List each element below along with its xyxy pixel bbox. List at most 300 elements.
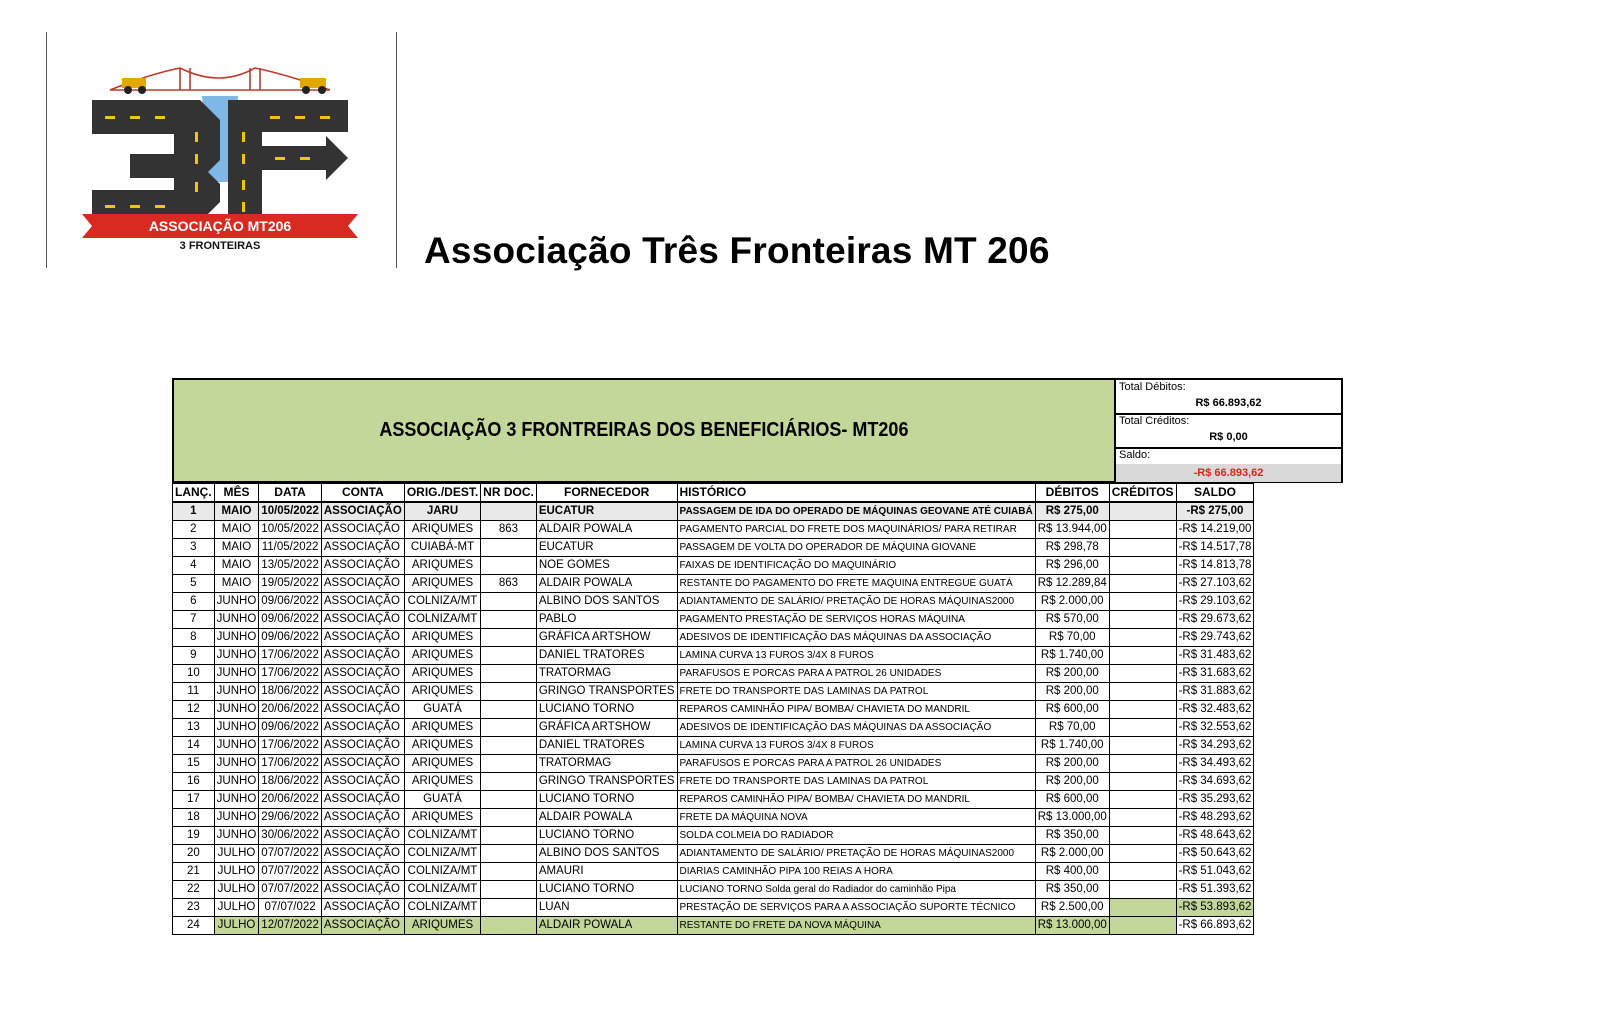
- ledger-table: [172, 483, 1254, 935]
- column-header-data: DATA: [259, 484, 322, 503]
- cell-conta: ASSOCIAÇÃO: [321, 899, 404, 917]
- cell-historico: PASSAGEM DE VOLTA DO OPERADOR DE MÁQUINA GIOVANE: [677, 539, 1035, 557]
- cell-mes: JULHO: [214, 917, 259, 935]
- table-row: [173, 683, 1254, 701]
- total-debits-label: Total Débitos:: [1119, 381, 1186, 393]
- cell-mes: JUNHO: [214, 755, 259, 773]
- page-title: Associação Três Fronteiras MT 206: [424, 230, 1050, 271]
- cell-data: 20/06/2022: [259, 701, 322, 719]
- cell-nr-doc: [481, 719, 537, 737]
- cell-creditos: [1109, 575, 1176, 593]
- cell-historico: ADIANTAMENTO DE SALÁRIO/ PRETAÇÃO DE HORAS MÁQUINAS2000: [677, 593, 1035, 611]
- cell-fornecedor: ALBINO DOS SANTOS: [536, 845, 677, 863]
- cell-mes: JUNHO: [214, 737, 259, 755]
- table-row: [173, 719, 1254, 737]
- total-credits-value: R$ 0,00: [1209, 431, 1248, 443]
- cell-mes: JUNHO: [214, 611, 259, 629]
- cell-lanc: 7: [173, 611, 215, 629]
- table-row: [173, 917, 1254, 935]
- cell-lanc: 23: [173, 899, 215, 917]
- cell-nr-doc: [481, 899, 537, 917]
- cell-conta: ASSOCIAÇÃO: [321, 611, 404, 629]
- cell-saldo: -R$ 53.893,62: [1176, 899, 1254, 917]
- cell-historico: ADESIVOS DE IDENTIFICAÇÃO DAS MÁQUINAS DA ASSOCIAÇÃO: [677, 719, 1035, 737]
- cell-data: 09/06/2022: [259, 611, 322, 629]
- cell-creditos: [1109, 611, 1176, 629]
- table-row: [173, 629, 1254, 647]
- logo-ribbon-text: ASSOCIAÇÃO MT206: [148, 218, 292, 234]
- cell-creditos: [1109, 827, 1176, 845]
- column-header-orig-dest: ORIG./DEST.: [404, 484, 480, 503]
- cell-creditos: [1109, 791, 1176, 809]
- cell-lanc: 20: [173, 845, 215, 863]
- cell-mes: JUNHO: [214, 701, 259, 719]
- cell-saldo: -R$ 34.293,62: [1176, 737, 1254, 755]
- tractor-icon: [122, 78, 146, 94]
- cell-debitos: R$ 2.000,00: [1035, 593, 1109, 611]
- cell-debitos: R$ 12.289,84: [1035, 575, 1109, 593]
- cell-historico: PRESTAÇÃO DE SERVIÇOS PARA A ASSOCIAÇÃO SUPORTE TÉCNICO: [677, 899, 1035, 917]
- cell-conta: ASSOCIAÇÃO: [321, 557, 404, 575]
- cell-fornecedor: EUCATUR: [536, 502, 677, 521]
- cell-mes: JUNHO: [214, 647, 259, 665]
- cell-creditos: [1109, 845, 1176, 863]
- cell-orig-dest: ARIQUMES: [404, 665, 480, 683]
- cell-conta: ASSOCIAÇÃO: [321, 791, 404, 809]
- cell-fornecedor: LUCIANO TORNO: [536, 701, 677, 719]
- column-header-fornecedor: FORNECEDOR: [536, 484, 677, 503]
- cell-orig-dest: ARIQUMES: [404, 521, 480, 539]
- cell-lanc: 21: [173, 863, 215, 881]
- table-row: [173, 521, 1254, 539]
- cell-historico: RESTANTE DO FRETE DA NOVA MÁQUINA: [677, 917, 1035, 935]
- table-row: [173, 809, 1254, 827]
- cell-nr-doc: [481, 593, 537, 611]
- cell-creditos: [1109, 755, 1176, 773]
- cell-conta: ASSOCIAÇÃO: [321, 575, 404, 593]
- cell-nr-doc: [481, 557, 537, 575]
- cell-data: 17/06/2022: [259, 647, 322, 665]
- cell-saldo: -R$ 32.553,62: [1176, 719, 1254, 737]
- cell-saldo: -R$ 29.673,62: [1176, 611, 1254, 629]
- cell-orig-dest: ARIQUMES: [404, 557, 480, 575]
- cell-nr-doc: [481, 791, 537, 809]
- cell-saldo: -R$ 29.743,62: [1176, 629, 1254, 647]
- cell-historico: SOLDA COLMEIA DO RADIADOR: [677, 827, 1035, 845]
- cell-fornecedor: DANIEL TRATORES: [536, 737, 677, 755]
- cell-orig-dest: COLNIZA/MT: [404, 611, 480, 629]
- cell-historico: REPAROS CAMINHÃO PIPA/ BOMBA/ CHAVIETA DO MANDRIL: [677, 701, 1035, 719]
- cell-historico: PAGAMENTO PARCIAL DO FRETE DOS MAQUINÁRIOS/ PARA RETIRAR: [677, 521, 1035, 539]
- cell-lanc: 15: [173, 755, 215, 773]
- column-header-nr-doc: NR DOC.: [481, 484, 537, 503]
- cell-orig-dest: ARIQUMES: [404, 773, 480, 791]
- cell-fornecedor: GRINGO TRANSPORTES: [536, 773, 677, 791]
- cell-lanc: 11: [173, 683, 215, 701]
- cell-fornecedor: ALDAIR POWALA: [536, 809, 677, 827]
- cell-creditos: [1109, 737, 1176, 755]
- cell-data: 13/05/2022: [259, 557, 322, 575]
- cell-debitos: R$ 350,00: [1035, 881, 1109, 899]
- cell-orig-dest: JARU: [404, 502, 480, 521]
- cell-debitos: R$ 70,00: [1035, 719, 1109, 737]
- cell-mes: MAIO: [214, 539, 259, 557]
- cell-data: 07/07/2022: [259, 845, 322, 863]
- logo-sub-text: 3 FRONTEIRAS: [179, 240, 261, 252]
- cell-saldo: -R$ 66.893,62: [1176, 917, 1254, 935]
- cell-saldo: -R$ 14.813,78: [1176, 557, 1254, 575]
- total-debits-value: R$ 66.893,62: [1195, 397, 1262, 409]
- cell-debitos: R$ 570,00: [1035, 611, 1109, 629]
- cell-mes: JUNHO: [214, 809, 259, 827]
- cell-conta: ASSOCIAÇÃO: [321, 773, 404, 791]
- table-row: [173, 791, 1254, 809]
- cell-mes: JUNHO: [214, 827, 259, 845]
- cell-mes: JUNHO: [214, 719, 259, 737]
- cell-fornecedor: LUAN: [536, 899, 677, 917]
- cell-conta: ASSOCIAÇÃO: [321, 502, 404, 521]
- left-divider: [46, 32, 47, 268]
- cell-creditos: [1109, 665, 1176, 683]
- cell-fornecedor: PABLO: [536, 611, 677, 629]
- totals-box: [1116, 378, 1343, 483]
- cell-fornecedor: GRÁFICA ARTSHOW: [536, 629, 677, 647]
- cell-debitos: R$ 350,00: [1035, 827, 1109, 845]
- cell-creditos: [1109, 809, 1176, 827]
- cell-lanc: 1: [173, 502, 215, 521]
- cell-conta: ASSOCIAÇÃO: [321, 755, 404, 773]
- sheet-title: ASSOCIAÇÃO 3 FRONTREIRAS DOS BENEFICIÁRIOS- MT206: [379, 419, 909, 441]
- cell-data: 18/06/2022: [259, 773, 322, 791]
- cell-creditos: [1109, 701, 1176, 719]
- table-row: [173, 701, 1254, 719]
- cell-orig-dest: ARIQUMES: [404, 809, 480, 827]
- cell-fornecedor: NOE GOMES: [536, 557, 677, 575]
- cell-creditos: [1109, 593, 1176, 611]
- cell-mes: JUNHO: [214, 791, 259, 809]
- cell-debitos: R$ 1.740,00: [1035, 647, 1109, 665]
- cell-orig-dest: ARIQUMES: [404, 737, 480, 755]
- cell-saldo: -R$ 275,00: [1176, 502, 1254, 521]
- grader-icon: [300, 78, 326, 94]
- cell-nr-doc: [481, 863, 537, 881]
- cell-data: 07/07/2022: [259, 881, 322, 899]
- cell-mes: MAIO: [214, 575, 259, 593]
- table-row: [173, 575, 1254, 593]
- cell-data: 19/05/2022: [259, 575, 322, 593]
- cell-nr-doc: [481, 665, 537, 683]
- cell-historico: PASSAGEM DE IDA DO OPERADO DE MÁQUINAS GEOVANE ATÉ CUIABÁ: [677, 502, 1035, 521]
- cell-historico: LAMINA CURVA 13 FUROS 3/4X 8 FUROS: [677, 737, 1035, 755]
- cell-conta: ASSOCIAÇÃO: [321, 665, 404, 683]
- cell-historico: PARAFUSOS E PORCAS PARA A PATROL 26 UNIDADES: [677, 665, 1035, 683]
- cell-orig-dest: ARIQUMES: [404, 917, 480, 935]
- cell-data: 10/05/2022: [259, 502, 322, 521]
- cell-data: 17/06/2022: [259, 665, 322, 683]
- cell-orig-dest: CUIABÁ-MT: [404, 539, 480, 557]
- cell-lanc: 4: [173, 557, 215, 575]
- cell-lanc: 17: [173, 791, 215, 809]
- cell-nr-doc: [481, 827, 537, 845]
- cell-data: 09/06/2022: [259, 719, 322, 737]
- cell-conta: ASSOCIAÇÃO: [321, 845, 404, 863]
- cell-data: 07/07/2022: [259, 863, 322, 881]
- cell-creditos: [1109, 917, 1176, 935]
- cell-orig-dest: COLNIZA/MT: [404, 899, 480, 917]
- cell-lanc: 2: [173, 521, 215, 539]
- cell-lanc: 12: [173, 701, 215, 719]
- association-logo: [70, 62, 370, 262]
- cell-debitos: R$ 70,00: [1035, 629, 1109, 647]
- cell-lanc: 8: [173, 629, 215, 647]
- cell-mes: JUNHO: [214, 773, 259, 791]
- cell-saldo: -R$ 50.643,62: [1176, 845, 1254, 863]
- cell-data: 07/07/022: [259, 899, 322, 917]
- cell-debitos: R$ 200,00: [1035, 683, 1109, 701]
- cell-conta: ASSOCIAÇÃO: [321, 539, 404, 557]
- cell-historico: PAGAMENTO PRESTAÇÃO DE SERVIÇOS HORAS MÁQUINA: [677, 611, 1035, 629]
- cell-historico: FRETE DO TRANSPORTE DAS LAMINAS DA PATROL: [677, 773, 1035, 791]
- cell-data: 18/06/2022: [259, 683, 322, 701]
- cell-saldo: -R$ 29.103,62: [1176, 593, 1254, 611]
- cell-debitos: R$ 296,00: [1035, 557, 1109, 575]
- cell-nr-doc: [481, 845, 537, 863]
- cell-saldo: -R$ 31.483,62: [1176, 647, 1254, 665]
- cell-historico: REPAROS CAMINHÃO PIPA/ BOMBA/ CHAVIETA DO MANDRIL: [677, 791, 1035, 809]
- cell-creditos: [1109, 863, 1176, 881]
- cell-fornecedor: AMAURI: [536, 863, 677, 881]
- cell-historico: FRETE DO TRANSPORTE DAS LAMINAS DA PATROL: [677, 683, 1035, 701]
- cell-saldo: -R$ 34.693,62: [1176, 773, 1254, 791]
- cell-fornecedor: ALDAIR POWALA: [536, 575, 677, 593]
- table-row: [173, 647, 1254, 665]
- cell-mes: JULHO: [214, 863, 259, 881]
- cell-conta: ASSOCIAÇÃO: [321, 719, 404, 737]
- cell-lanc: 16: [173, 773, 215, 791]
- cell-lanc: 14: [173, 737, 215, 755]
- cell-conta: ASSOCIAÇÃO: [321, 863, 404, 881]
- table-row: [173, 863, 1254, 881]
- cell-mes: MAIO: [214, 557, 259, 575]
- cell-debitos: R$ 298,78: [1035, 539, 1109, 557]
- cell-lanc: 10: [173, 665, 215, 683]
- cell-saldo: -R$ 32.483,62: [1176, 701, 1254, 719]
- sheet-banner: [172, 378, 1116, 483]
- cell-saldo: -R$ 48.293,62: [1176, 809, 1254, 827]
- cell-debitos: R$ 2.000,00: [1035, 845, 1109, 863]
- cell-orig-dest: COLNIZA/MT: [404, 593, 480, 611]
- cell-orig-dest: ARIQUMES: [404, 683, 480, 701]
- cell-nr-doc: [481, 737, 537, 755]
- cell-saldo: -R$ 31.683,62: [1176, 665, 1254, 683]
- cell-fornecedor: LUCIANO TORNO: [536, 827, 677, 845]
- cell-creditos: [1109, 773, 1176, 791]
- logo-divider: [396, 32, 397, 268]
- cell-debitos: R$ 275,00: [1035, 502, 1109, 521]
- cell-lanc: 13: [173, 719, 215, 737]
- cell-debitos: R$ 600,00: [1035, 791, 1109, 809]
- cell-lanc: 3: [173, 539, 215, 557]
- cell-creditos: [1109, 539, 1176, 557]
- table-row: [173, 845, 1254, 863]
- cell-historico: DIARIAS CAMINHÃO PIPA 100 REIAS A HORA: [677, 863, 1035, 881]
- cell-conta: ASSOCIAÇÃO: [321, 683, 404, 701]
- cell-saldo: -R$ 14.219,00: [1176, 521, 1254, 539]
- cell-fornecedor: DANIEL TRATORES: [536, 647, 677, 665]
- cell-data: 30/06/2022: [259, 827, 322, 845]
- cell-debitos: R$ 13.000,00: [1035, 917, 1109, 935]
- column-header-mes: MÊS: [214, 484, 259, 503]
- cell-historico: ADIANTAMENTO DE SALÁRIO/ PRETAÇÃO DE HORAS MÁQUINAS2000: [677, 845, 1035, 863]
- cell-orig-dest: ARIQUMES: [404, 647, 480, 665]
- cell-fornecedor: TRATORMAG: [536, 755, 677, 773]
- table-row: [173, 557, 1254, 575]
- balance-label: Saldo:: [1119, 449, 1151, 461]
- cell-historico: FAIXAS DE IDENTIFICAÇÃO DO MAQUINÁRIO: [677, 557, 1035, 575]
- table-row: [173, 502, 1254, 521]
- cell-creditos: [1109, 502, 1176, 521]
- cell-mes: JUNHO: [214, 665, 259, 683]
- cell-creditos: [1109, 629, 1176, 647]
- cell-nr-doc: [481, 809, 537, 827]
- cell-fornecedor: LUCIANO TORNO: [536, 881, 677, 899]
- cell-debitos: R$ 200,00: [1035, 773, 1109, 791]
- cell-conta: ASSOCIAÇÃO: [321, 701, 404, 719]
- cell-mes: MAIO: [214, 521, 259, 539]
- cell-lanc: 18: [173, 809, 215, 827]
- cell-mes: JUNHO: [214, 593, 259, 611]
- cell-mes: JULHO: [214, 845, 259, 863]
- cell-fornecedor: ALBINO DOS SANTOS: [536, 593, 677, 611]
- cell-conta: ASSOCIAÇÃO: [321, 521, 404, 539]
- cell-conta: ASSOCIAÇÃO: [321, 917, 404, 935]
- cell-data: 11/05/2022: [259, 539, 322, 557]
- cell-orig-dest: COLNIZA/MT: [404, 845, 480, 863]
- cell-conta: ASSOCIAÇÃO: [321, 881, 404, 899]
- cell-orig-dest: ARIQUMES: [404, 575, 480, 593]
- column-header-conta: CONTA: [321, 484, 404, 503]
- cell-nr-doc: [481, 755, 537, 773]
- cell-mes: JUNHO: [214, 683, 259, 701]
- cell-orig-dest: COLNIZA/MT: [404, 863, 480, 881]
- cell-historico: LUCIANO TORNO Solda geral do Radiador do caminhão Pipa: [677, 881, 1035, 899]
- cell-mes: MAIO: [214, 502, 259, 521]
- cell-saldo: -R$ 31.883,62: [1176, 683, 1254, 701]
- cell-historico: LAMINA CURVA 13 FUROS 3/4X 8 FUROS: [677, 647, 1035, 665]
- cell-fornecedor: ALDAIR POWALA: [536, 521, 677, 539]
- cell-nr-doc: [481, 881, 537, 899]
- cell-data: 20/06/2022: [259, 791, 322, 809]
- cell-conta: ASSOCIAÇÃO: [321, 809, 404, 827]
- cell-nr-doc: [481, 629, 537, 647]
- total-credits: [1116, 414, 1341, 449]
- cell-debitos: R$ 400,00: [1035, 863, 1109, 881]
- table-row: [173, 773, 1254, 791]
- total-debits: [1116, 380, 1341, 415]
- column-header-historico: HISTÓRICO: [677, 484, 1035, 503]
- cell-orig-dest: GUATÁ: [404, 701, 480, 719]
- table-row: [173, 665, 1254, 683]
- column-header-debitos: DÉBITOS: [1035, 484, 1109, 503]
- cell-saldo: -R$ 51.393,62: [1176, 881, 1254, 899]
- cell-orig-dest: COLNIZA/MT: [404, 827, 480, 845]
- table-header-row: [173, 484, 1254, 503]
- cell-historico: FRETE DA MÁQUINA NOVA: [677, 809, 1035, 827]
- table-row: [173, 593, 1254, 611]
- cell-orig-dest: ARIQUMES: [404, 719, 480, 737]
- cell-fornecedor: TRATORMAG: [536, 665, 677, 683]
- balance-value: -R$ 66.893,62: [1116, 464, 1341, 482]
- cell-lanc: 19: [173, 827, 215, 845]
- cell-fornecedor: GRÁFICA ARTSHOW: [536, 719, 677, 737]
- cell-creditos: [1109, 719, 1176, 737]
- cell-mes: JULHO: [214, 881, 259, 899]
- table-row: [173, 881, 1254, 899]
- cell-saldo: -R$ 48.643,62: [1176, 827, 1254, 845]
- table-row: [173, 827, 1254, 845]
- cell-lanc: 24: [173, 917, 215, 935]
- cell-nr-doc: [481, 647, 537, 665]
- balance: [1116, 448, 1341, 483]
- cell-conta: ASSOCIAÇÃO: [321, 737, 404, 755]
- cell-creditos: [1109, 521, 1176, 539]
- cell-data: 17/06/2022: [259, 755, 322, 773]
- cell-historico: PARAFUSOS E PORCAS PARA A PATROL 26 UNIDADES: [677, 755, 1035, 773]
- cell-nr-doc: [481, 683, 537, 701]
- cell-data: 12/07/2022: [259, 917, 322, 935]
- cell-creditos: [1109, 647, 1176, 665]
- cell-debitos: R$ 1.740,00: [1035, 737, 1109, 755]
- cell-data: 09/06/2022: [259, 593, 322, 611]
- cell-data: 29/06/2022: [259, 809, 322, 827]
- cell-lanc: 6: [173, 593, 215, 611]
- cell-mes: JUNHO: [214, 629, 259, 647]
- column-header-saldo: SALDO: [1176, 484, 1254, 503]
- cell-orig-dest: ARIQUMES: [404, 755, 480, 773]
- table-body: [173, 502, 1254, 935]
- cell-saldo: -R$ 27.103,62: [1176, 575, 1254, 593]
- cell-lanc: 9: [173, 647, 215, 665]
- column-header-lanc: LANÇ.: [173, 484, 215, 503]
- cell-debitos: R$ 600,00: [1035, 701, 1109, 719]
- cell-saldo: -R$ 51.043,62: [1176, 863, 1254, 881]
- cell-debitos: R$ 200,00: [1035, 755, 1109, 773]
- cell-conta: ASSOCIAÇÃO: [321, 647, 404, 665]
- cell-saldo: -R$ 14.517,78: [1176, 539, 1254, 557]
- cell-orig-dest: ARIQUMES: [404, 629, 480, 647]
- table-row: [173, 611, 1254, 629]
- cell-historico: RESTANTE DO PAGAMENTO DO FRETE MAQUINA ENTREGUE GUATÁ: [677, 575, 1035, 593]
- cell-nr-doc: 863: [481, 575, 537, 593]
- table-row: [173, 899, 1254, 917]
- table-row: [173, 755, 1254, 773]
- cell-conta: ASSOCIAÇÃO: [321, 593, 404, 611]
- cell-nr-doc: [481, 611, 537, 629]
- cell-fornecedor: ALDAIR POWALA: [536, 917, 677, 935]
- column-header-creditos: CRÉDITOS: [1109, 484, 1176, 503]
- cell-nr-doc: [481, 773, 537, 791]
- cell-orig-dest: GUATÁ: [404, 791, 480, 809]
- cell-nr-doc: [481, 539, 537, 557]
- cell-data: 17/06/2022: [259, 737, 322, 755]
- table-row: [173, 539, 1254, 557]
- cell-nr-doc: [481, 502, 537, 521]
- cell-historico: ADESIVOS DE IDENTIFICAÇÃO DAS MÁQUINAS DA ASSOCIAÇÃO: [677, 629, 1035, 647]
- cell-lanc: 5: [173, 575, 215, 593]
- cell-saldo: -R$ 34.493,62: [1176, 755, 1254, 773]
- cell-conta: ASSOCIAÇÃO: [321, 827, 404, 845]
- cell-lanc: 22: [173, 881, 215, 899]
